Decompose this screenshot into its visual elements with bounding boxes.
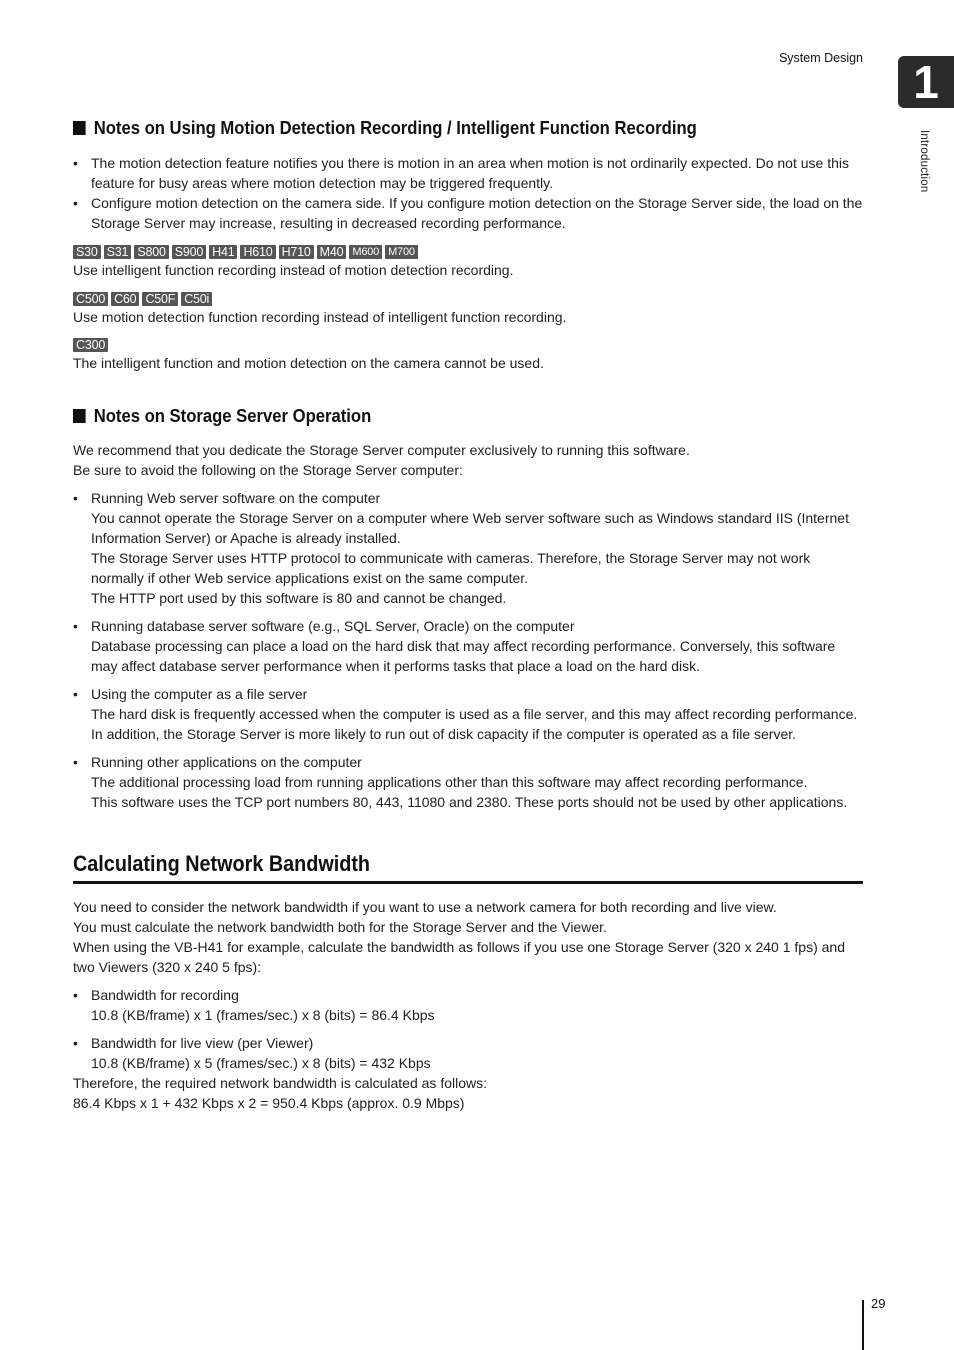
item-title: • Running Web server software on the computer xyxy=(91,490,381,506)
model-badge: C60 xyxy=(111,292,139,306)
item-title: • Bandwidth for live view (per Viewer) xyxy=(91,1035,314,1051)
storage-list xyxy=(73,488,863,812)
item-body: Database processing can place a load on the hard disk that may affect recording performance. Conversely, this software may affect database server performance when it performs tasks that place a load on the hard disk. xyxy=(91,638,836,674)
chapter-side-label: Introduction xyxy=(918,130,930,193)
model-badge: S800 xyxy=(134,245,168,259)
item-title: • Using the computer as a file server xyxy=(91,686,308,702)
model-badge: C50i xyxy=(181,292,212,306)
item-title: • Bandwidth for recording xyxy=(91,987,239,1003)
section-divider xyxy=(73,881,863,884)
paragraph: Therefore, the required network bandwidth is calculated as follows: xyxy=(73,1075,487,1091)
motion-heading xyxy=(73,116,784,140)
model-group-1-text: Use intelligent function recording instead of motion detection recording. xyxy=(73,262,514,278)
paragraph: You need to consider the network bandwidth if you want to use a network camera for both recording and live view. xyxy=(73,899,777,915)
model-badge: H610 xyxy=(240,245,275,259)
bandwidth-section-header xyxy=(73,850,863,884)
item-body: This software uses the TCP port numbers 80, 443, 11080 and 2380. These ports should not be used by other applications. xyxy=(91,794,848,810)
model-badge: M40 xyxy=(317,245,347,259)
bandwidth-formula: 10.8 (KB/frame) x 5 (frames/sec.) x 8 (bits) = 432 Kbps xyxy=(91,1055,431,1071)
model-badges-2 xyxy=(73,292,863,306)
list-item xyxy=(73,752,863,812)
model-badge: M600 xyxy=(349,245,382,259)
item-body: You cannot operate the Storage Server on a computer where Web server software such as Windows standard IIS (Internet Information Server) or Apache is already installed. xyxy=(91,510,849,546)
bandwidth-list xyxy=(73,985,863,1073)
model-badges-1 xyxy=(73,245,863,259)
model-badge: C500 xyxy=(73,292,108,306)
bandwidth-formula: 10.8 (KB/frame) x 1 (frames/sec.) x 8 (bits) = 86.4 Kbps xyxy=(91,1007,435,1023)
model-group-3-text: The intelligent function and motion detection on the camera cannot be used. xyxy=(73,355,544,371)
list-item xyxy=(73,684,863,744)
page-content xyxy=(73,116,863,1113)
list-item xyxy=(73,488,863,608)
page-number: 29 xyxy=(871,1296,886,1311)
running-header: System Design xyxy=(778,51,863,65)
model-group-2 xyxy=(73,292,863,327)
model-badges-3 xyxy=(73,338,863,352)
model-group-2-text: Use motion detection function recording instead of intelligent function recording. xyxy=(73,309,567,325)
model-badge: S30 xyxy=(73,245,101,259)
square-bullet-icon xyxy=(73,121,86,135)
list-item xyxy=(73,616,863,676)
item-title: • Running other applications on the computer xyxy=(91,754,362,770)
footer-rule xyxy=(862,1300,864,1350)
item-body: The additional processing load from running applications other than this software may affect recording performance. xyxy=(91,774,808,790)
list-item xyxy=(73,985,863,1025)
model-badge: H41 xyxy=(209,245,237,259)
motion-bullet-list xyxy=(73,153,863,233)
chapter-tab: 1 xyxy=(898,56,954,108)
model-badge: M700 xyxy=(385,245,418,259)
storage-intro xyxy=(73,440,863,480)
storage-heading xyxy=(73,404,784,428)
paragraph: When using the VB-H41 for example, calculate the bandwidth as follows if you use one Storage Server (320 x 240 1 fps) and two Viewers (320 x 240 5 fps): xyxy=(73,939,845,975)
model-group-3 xyxy=(73,338,863,373)
model-badge: C300 xyxy=(73,338,108,352)
square-bullet-icon xyxy=(73,409,86,423)
item-body: The HTTP port used by this software is 80 and cannot be changed. xyxy=(91,590,507,606)
list-item xyxy=(73,1033,863,1073)
model-badge: S31 xyxy=(104,245,132,259)
storage-heading-text: Notes on Storage Server Operation xyxy=(93,405,372,426)
item-body: The hard disk is frequently accessed when the computer is used as a file server, and this may affect recording performance. In addition, the Storage Server is more likely to run out of disk capacity if the computer is operated as a file server. xyxy=(91,706,858,742)
paragraph: 86.4 Kbps x 1 + 432 Kbps x 2 = 950.4 Kbps (approx. 0.9 Mbps) xyxy=(73,1095,465,1111)
motion-heading-text: Notes on Using Motion Detection Recording / Intelligent Function Recording xyxy=(93,117,697,138)
model-badge: C50F xyxy=(142,292,178,306)
bandwidth-heading: Calculating Network Bandwidth xyxy=(73,851,371,876)
bandwidth-conclusion xyxy=(73,1073,863,1113)
item-title: • Running database server software (e.g., SQL Server, Oracle) on the computer xyxy=(91,618,575,634)
model-group-1 xyxy=(73,245,863,280)
model-badge: S900 xyxy=(172,245,206,259)
list-item: • Configure motion detection on the camera side. If you configure motion detection on the Storage Server side, the load on the Storage Server may increase, resulting in decreased recording performance. xyxy=(73,193,863,233)
paragraph: Be sure to avoid the following on the Storage Server computer: xyxy=(73,462,463,478)
paragraph: You must calculate the network bandwidth both for the Storage Server and the Viewer. xyxy=(73,919,607,935)
item-body: The Storage Server uses HTTP protocol to communicate with cameras. Therefore, the Storage Server may not work normally if other Web service applications exist on the same computer. xyxy=(91,550,811,586)
paragraph: We recommend that you dedicate the Storage Server computer exclusively to running this software. xyxy=(73,442,690,458)
model-badge: H710 xyxy=(279,245,314,259)
list-item: • The motion detection feature notifies you there is motion in an area when motion is not ordinarily expected. Do not use this feature for busy areas where motion detection may be triggered frequently. xyxy=(73,153,863,193)
bandwidth-intro xyxy=(73,897,863,977)
